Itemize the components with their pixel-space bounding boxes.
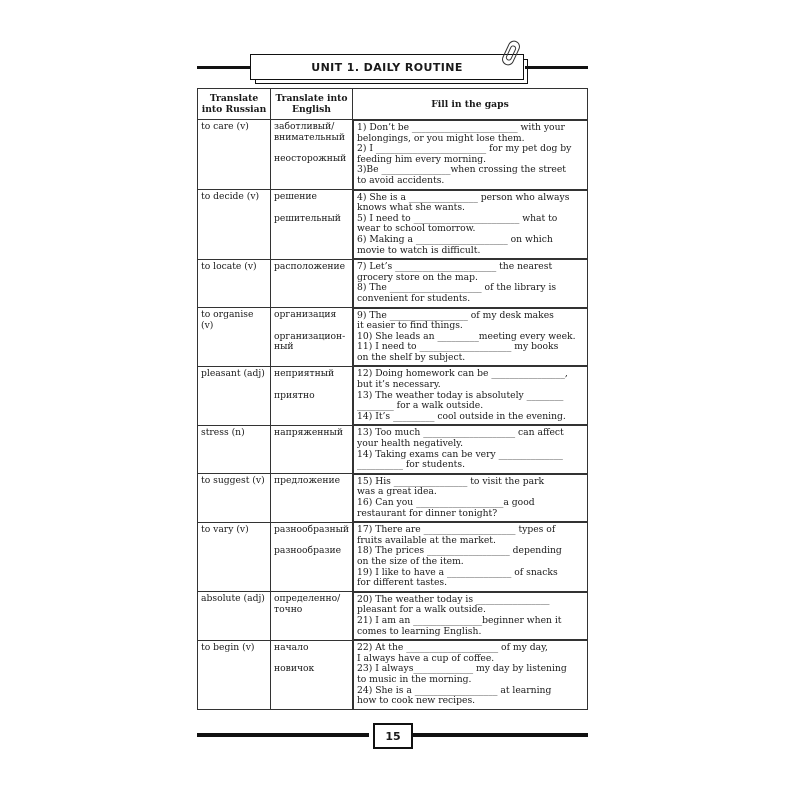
russian-word: предложение [274, 475, 341, 487]
table-row [198, 120, 588, 190]
sentence-line: but it’s necessary. [357, 379, 441, 391]
sentence-line: feeding him every morning. [357, 153, 487, 165]
sentence-line: it easier to find things. [357, 320, 463, 332]
sentence-line: pleasant for a walk outside. [357, 604, 486, 616]
sentence-line: belongings, or you might lose them. [357, 132, 525, 144]
russian-word: неприятный [274, 367, 335, 379]
russian-words-cell [271, 120, 353, 190]
footer-rule-left [197, 733, 369, 737]
russian-words-cell [271, 474, 353, 522]
header-translate-english: Translate into English [271, 89, 353, 120]
russian-words-cell [271, 592, 353, 640]
sentence-line: 23) I always_____________ my day by listening [357, 663, 567, 675]
sentence-line: 16) Can you ___________________a good [357, 497, 535, 508]
sentence-line: 14) It’s _________ cool outside in the evening. [357, 410, 566, 422]
russian-word: неосторожный [274, 153, 347, 165]
sentence-line: knows what she wants. [357, 202, 465, 214]
gap-sentences-cell [353, 640, 588, 710]
sentence-line: 5) I need to _______________________ what to [357, 212, 558, 224]
sentence-line: convenient for students. [357, 292, 471, 304]
unit-title: UNIT 1. DAILY ROUTINE [250, 54, 524, 80]
sentence-line: grocery store on the map. [357, 271, 478, 283]
sentence-line: __________ for students. [357, 459, 465, 471]
table-header-row [198, 89, 588, 120]
term-cell: to locate (v) [198, 259, 271, 307]
russian-words-cell [271, 366, 353, 425]
term-cell: to organise (v) [198, 308, 271, 367]
russian-word: разнообразие [274, 545, 342, 557]
table-row [198, 592, 588, 640]
sentence-line: 19) I like to have a ______________ of snacks [357, 566, 558, 578]
sentence-line: ________ for a walk outside. [357, 400, 484, 412]
russian-word: напряженный [274, 426, 343, 438]
header-translate-russian: Translate into Russian [198, 89, 271, 120]
sentence-line: wear to school tomorrow. [357, 223, 476, 235]
gap-sentences-cell [353, 522, 588, 592]
sentence-line: how to cook new recipes. [357, 695, 476, 707]
russian-words-cell [271, 308, 353, 367]
russian-words-cell [271, 522, 353, 592]
header-rule-left [197, 66, 257, 69]
table-row [198, 474, 588, 522]
sentence-line: 20) The weather today is ________________ [357, 593, 550, 605]
gap-sentences-cell [353, 120, 588, 190]
page-number: 15 [373, 723, 413, 749]
sentence-line: 17) There are ____________________ types of [357, 524, 556, 536]
sentence-line: 13) Too much ____________________ can affect [357, 427, 564, 439]
footer-rule-right [413, 733, 588, 737]
russian-word: новичок [274, 663, 315, 675]
term-cell: absolute (adj) [198, 592, 271, 640]
sentence-line: to avoid accidents. [357, 174, 445, 186]
term-cell: stress (n) [198, 425, 271, 473]
sentence-line: 24) She is a __________________ at learning [357, 684, 552, 696]
term-cell: to suggest (v) [198, 474, 271, 522]
gap-sentences-cell [353, 259, 588, 307]
table-row [198, 190, 588, 260]
sentence-line: 7) Let’s ______________________ the nearest [357, 261, 553, 273]
table-row [198, 425, 588, 473]
term-cell: to decide (v) [198, 190, 271, 260]
gap-sentences-cell [353, 474, 588, 522]
term-cell: to vary (v) [198, 522, 271, 592]
sentence-line: was a great idea. [357, 486, 437, 498]
sentence-line: 6) Making a ____________________ on which [357, 233, 553, 245]
term-cell: to care (v) [198, 120, 271, 190]
sentence-line: fruits available at the market. [357, 534, 496, 546]
sentence-line: 21) I am an _______________beginner when it [357, 614, 562, 626]
sentence-line: movie to watch is difficult. [357, 244, 481, 256]
russian-word: начало [274, 641, 309, 653]
term-cell: pleasant (adj) [198, 366, 271, 425]
sentence-line: 9) The _________________ of my desk makes [357, 309, 554, 321]
term-cell: to begin (v) [198, 640, 271, 710]
sentence-line: restaurant for dinner tonight? [357, 507, 498, 519]
russian-word: расположение [274, 260, 346, 272]
russian-word: организация [274, 309, 337, 320]
sentence-line: I always have a cup of coffee. [357, 652, 495, 664]
russian-word: организацион-ный [274, 330, 346, 353]
russian-words-cell [271, 640, 353, 710]
russian-word: решительный [274, 212, 341, 224]
gap-sentences-cell [353, 190, 588, 260]
table-row [198, 522, 588, 592]
gap-sentences-cell [353, 425, 588, 473]
gap-sentences-cell [353, 308, 588, 367]
sentence-line: for different tastes. [357, 577, 448, 589]
russian-word: заботливый/ внимательный [274, 121, 345, 143]
table-row [198, 366, 588, 425]
table-row [198, 259, 588, 307]
sentence-line: 22) At the ____________________ of my day, [357, 642, 548, 654]
sentence-line: 12) Doing homework can be ________________, [357, 368, 568, 380]
sentence-line: 15) His ________________ to visit the park [357, 475, 545, 487]
russian-word: решение [274, 191, 317, 203]
table-row [198, 640, 588, 710]
sentence-line: 4) She is a _______________ person who always [357, 191, 570, 203]
table-body [198, 120, 588, 710]
sentence-line: your health negatively. [357, 438, 464, 450]
gap-sentences-cell [353, 592, 588, 640]
sentence-line: on the shelf by subject. [357, 351, 466, 363]
sentence-line: 2) I ________________________ for my pet dog by [357, 143, 572, 155]
sentence-line: 14) Taking exams can be very ______________ [357, 448, 563, 460]
sentence-line: 10) She leads an _________meeting every week. [357, 330, 576, 342]
sentence-line: comes to learning English. [357, 625, 482, 637]
vocabulary-table [197, 88, 588, 710]
sentence-line: 11) I need to ____________________ my books [357, 341, 559, 353]
table-row [198, 308, 588, 367]
sentence-line: on the size of the item. [357, 555, 464, 567]
sentence-line: 8) The ____________________ of the library is [357, 282, 557, 294]
sentence-line: 18) The prices __________________ depending [357, 545, 562, 557]
header-rule-right [525, 66, 588, 69]
sentence-line: 3)Be _______________when crossing the street [357, 164, 566, 176]
russian-words-cell [271, 425, 353, 473]
russian-word: разнообразный [274, 523, 350, 535]
sentence-line: 13) The weather today is absolutely ________ [357, 389, 564, 401]
sentence-line: to music in the morning. [357, 673, 472, 685]
russian-word: определенно/ точно [274, 593, 341, 615]
russian-words-cell [271, 259, 353, 307]
sentence-line: 1) Don’t be _______________________ with your [357, 122, 565, 133]
russian-words-cell [271, 190, 353, 260]
russian-word: приятно [274, 389, 315, 401]
header-fill-gaps: Fill in the gaps [353, 89, 588, 120]
gap-sentences-cell [353, 366, 588, 425]
